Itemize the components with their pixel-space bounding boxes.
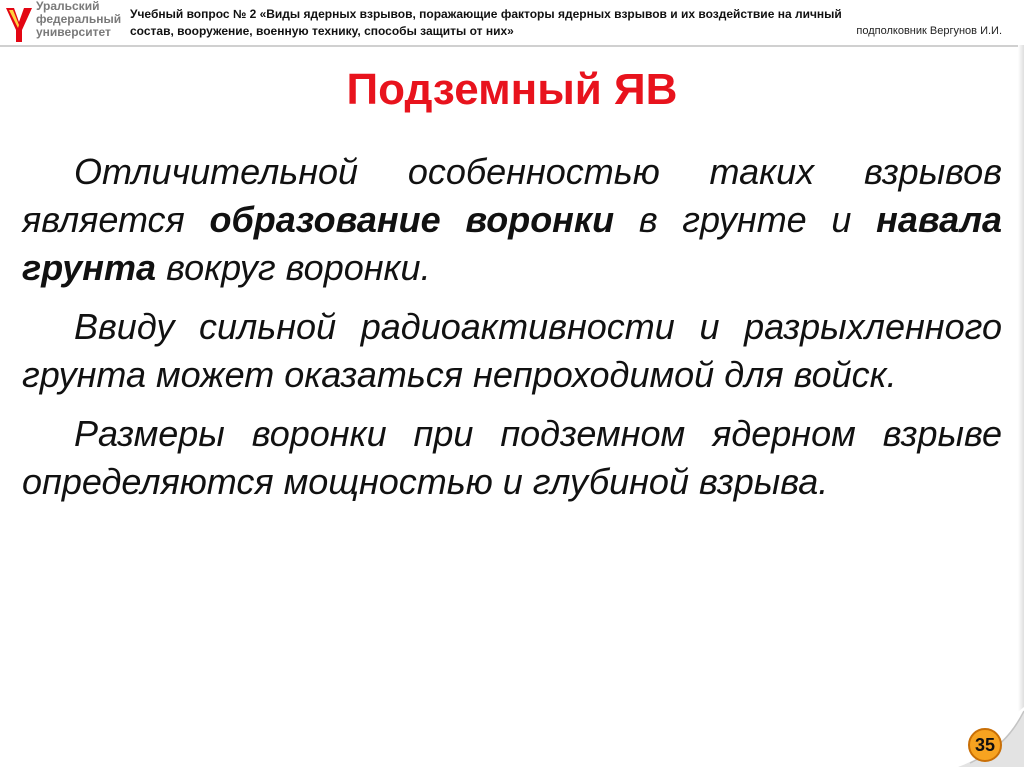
- body-paragraph: [22, 410, 1002, 506]
- page-number-badge: 35: [968, 728, 1002, 762]
- header-divider: [0, 45, 1024, 47]
- slide-body: [22, 148, 1002, 517]
- paragraph-text: Ввиду сильной радиоактивности и разрыхленного грунта может оказаться непроходимой для войск.: [22, 306, 1002, 395]
- logo-line-1: Уральский: [36, 0, 100, 13]
- logo-line-3: университет: [36, 25, 111, 39]
- lecturer-name: подполковник Вергунов И.И.: [856, 25, 1002, 37]
- paragraph-text: вокруг воронки.: [156, 247, 431, 288]
- lecture-topic-line-1: Учебный вопрос № 2 «Виды ядерных взрывов, поражающие факторы ядерных взрывов и их воздействие на личный: [130, 7, 842, 21]
- logo-line-2: федеральный: [36, 12, 122, 26]
- slide-title: Подземный ЯВ: [346, 65, 678, 114]
- university-logo: [4, 0, 126, 46]
- logo-wordmark: [36, 0, 126, 39]
- paragraph-text: Размеры воронки при подземном ядерном взрыве определяются мощностью и глубиной взрыва.: [22, 413, 1002, 502]
- urfu-logo-icon: [4, 4, 34, 44]
- emphasized-text: навала грунта: [22, 199, 1002, 288]
- page-edge-shadow: [1018, 45, 1024, 767]
- body-paragraph: [22, 303, 1002, 399]
- paragraph-text: в грунте и: [614, 199, 877, 240]
- body-paragraph: [22, 148, 1002, 292]
- emphasized-text: образование воронки: [209, 199, 615, 240]
- lecture-topic-line-2: состав, вооружение, военную технику, способы защиты от них»: [130, 24, 514, 38]
- paragraph-text: Отличительной особенностью таких взрывов является: [22, 151, 1002, 240]
- slide-header: [0, 0, 1024, 46]
